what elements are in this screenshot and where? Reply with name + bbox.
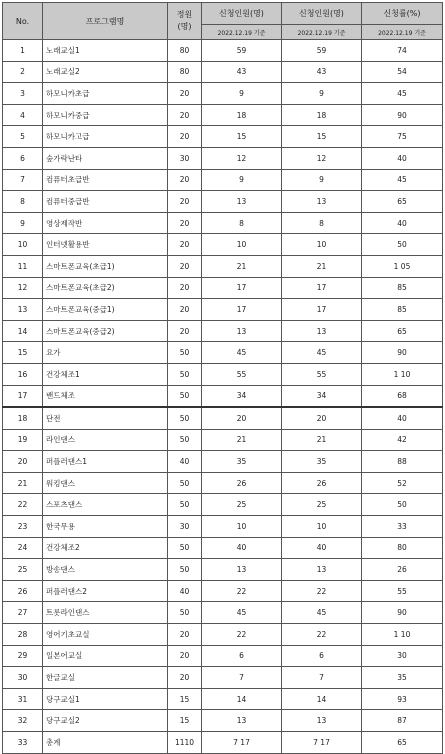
row-rate-cell: 87 [362, 710, 443, 732]
table-row [3, 451, 443, 473]
table-row [3, 342, 443, 364]
header-rate: 신청률(%) [362, 3, 443, 25]
row-no-cell: 17 [3, 385, 43, 407]
program-application-table [2, 2, 443, 754]
row-program-cell: 스마트폰교육(중급2) [43, 320, 168, 342]
table-row [3, 537, 443, 559]
row-no-cell: 26 [3, 580, 43, 602]
row-rate-cell: 42 [362, 429, 443, 451]
row-capacity-cell: 30 [168, 516, 202, 538]
row-program-cell: 라인댄스 [43, 429, 168, 451]
row-program-cell: 단전 [43, 407, 168, 429]
row-capacity-cell: 50 [168, 494, 202, 516]
row-applicants-b-cell: 40 [282, 537, 362, 559]
row-applicants-a-cell: 35 [202, 451, 282, 473]
table-row [3, 320, 443, 342]
row-program-cell: 컴퓨터초급반 [43, 169, 168, 191]
row-applicants-a-cell: 22 [202, 624, 282, 646]
table-row [3, 191, 443, 213]
row-applicants-b-cell: 35 [282, 451, 362, 473]
row-no-cell: 6 [3, 147, 43, 169]
row-applicants-a-cell: 25 [202, 494, 282, 516]
row-applicants-b-cell: 22 [282, 624, 362, 646]
table-row [3, 472, 443, 494]
header-capacity: 정원 (명) [168, 3, 202, 40]
table-row [3, 299, 443, 321]
row-no-cell: 31 [3, 688, 43, 710]
table-row [3, 277, 443, 299]
row-rate-cell: 1 10 [362, 363, 443, 385]
table-row [3, 255, 443, 277]
row-program-cell: 하모니카중급 [43, 104, 168, 126]
row-rate-cell: 54 [362, 61, 443, 83]
row-no-cell: 18 [3, 407, 43, 429]
row-program-cell: 스마트폰교육(중급1) [43, 299, 168, 321]
row-no-cell: 9 [3, 212, 43, 234]
row-program-cell: 당구교실1 [43, 688, 168, 710]
row-applicants-b-cell: 13 [282, 320, 362, 342]
row-program-cell: 워킹댄스 [43, 472, 168, 494]
table-row [3, 363, 443, 385]
row-capacity-cell: 20 [168, 191, 202, 213]
row-capacity-cell: 15 [168, 688, 202, 710]
row-applicants-b-cell: 10 [282, 516, 362, 538]
row-applicants-a-cell: 21 [202, 255, 282, 277]
row-applicants-a-cell: 40 [202, 537, 282, 559]
row-program-cell: 요가 [43, 342, 168, 364]
row-rate-cell: 55 [362, 580, 443, 602]
row-applicants-a-cell: 13 [202, 710, 282, 732]
row-no-cell: 3 [3, 83, 43, 105]
row-applicants-b-cell: 59 [282, 40, 362, 62]
row-applicants-b-cell: 13 [282, 710, 362, 732]
row-rate-cell: 90 [362, 602, 443, 624]
row-capacity-cell: 20 [168, 126, 202, 148]
row-rate-cell: 35 [362, 667, 443, 689]
row-applicants-a-cell: 59 [202, 40, 282, 62]
header-applicants-a: 신청인원(명) [202, 3, 282, 25]
row-applicants-b-cell: 43 [282, 61, 362, 83]
row-applicants-b-cell: 22 [282, 580, 362, 602]
table-row [3, 83, 443, 105]
table-row [3, 667, 443, 689]
row-applicants-a-cell: 21 [202, 429, 282, 451]
table-row [3, 688, 443, 710]
row-rate-cell: 1 05 [362, 255, 443, 277]
header-no: No. [3, 3, 43, 40]
row-capacity-cell: 50 [168, 559, 202, 581]
table-row [3, 147, 443, 169]
row-applicants-b-cell: 25 [282, 494, 362, 516]
row-no-cell: 32 [3, 710, 43, 732]
row-no-cell: 7 [3, 169, 43, 191]
row-no-cell: 21 [3, 472, 43, 494]
row-capacity-cell: 40 [168, 451, 202, 473]
row-rate-cell: 85 [362, 299, 443, 321]
table-row [3, 645, 443, 667]
row-no-cell: 25 [3, 559, 43, 581]
table-row [3, 624, 443, 646]
row-applicants-a-cell: 15 [202, 126, 282, 148]
row-capacity-cell: 50 [168, 537, 202, 559]
row-rate-cell: 74 [362, 40, 443, 62]
row-capacity-cell: 50 [168, 385, 202, 407]
row-capacity-cell: 50 [168, 407, 202, 429]
row-rate-cell: 75 [362, 126, 443, 148]
row-capacity-cell: 50 [168, 429, 202, 451]
row-applicants-b-cell: 7 [282, 667, 362, 689]
row-no-cell: 28 [3, 624, 43, 646]
row-capacity-cell: 20 [168, 169, 202, 191]
table-row [3, 61, 443, 83]
row-capacity-cell: 20 [168, 277, 202, 299]
row-rate-cell: 30 [362, 645, 443, 667]
row-program-cell: 퍼플러댄스1 [43, 451, 168, 473]
row-rate-cell: 52 [362, 472, 443, 494]
row-program-cell: 스마트폰교육(초급2) [43, 277, 168, 299]
row-applicants-b-cell: 10 [282, 234, 362, 256]
row-program-cell: 영상제작반 [43, 212, 168, 234]
row-capacity-cell: 20 [168, 624, 202, 646]
row-no-cell: 13 [3, 299, 43, 321]
table-row [3, 234, 443, 256]
header-sub-b: 2022.12.19 기준 [282, 25, 362, 40]
row-applicants-a-cell: 13 [202, 191, 282, 213]
row-no-cell: 11 [3, 255, 43, 277]
row-applicants-b-cell: 21 [282, 429, 362, 451]
row-applicants-b-cell: 55 [282, 363, 362, 385]
row-rate-cell: 40 [362, 212, 443, 234]
row-rate-cell: 50 [362, 494, 443, 516]
row-applicants-b-cell: 7 17 [282, 732, 362, 754]
row-applicants-b-cell: 20 [282, 407, 362, 429]
row-applicants-b-cell: 9 [282, 83, 362, 105]
row-program-cell: 영어기초교실 [43, 624, 168, 646]
row-program-cell: 밴드체조 [43, 385, 168, 407]
header-sub-a: 2022.12.19 기준 [202, 25, 282, 40]
row-capacity-cell: 20 [168, 299, 202, 321]
table-row [3, 559, 443, 581]
row-rate-cell: 45 [362, 169, 443, 191]
table-row [3, 732, 443, 754]
row-capacity-cell: 20 [168, 667, 202, 689]
row-applicants-a-cell: 45 [202, 602, 282, 624]
row-rate-cell: 80 [362, 537, 443, 559]
row-applicants-a-cell: 6 [202, 645, 282, 667]
row-applicants-b-cell: 13 [282, 191, 362, 213]
row-no-cell: 2 [3, 61, 43, 83]
row-applicants-b-cell: 15 [282, 126, 362, 148]
row-program-cell: 한글교실 [43, 667, 168, 689]
row-no-cell: 22 [3, 494, 43, 516]
table-row [3, 104, 443, 126]
row-capacity-cell: 20 [168, 83, 202, 105]
row-no-cell: 15 [3, 342, 43, 364]
table-row [3, 212, 443, 234]
row-no-cell: 1 [3, 40, 43, 62]
row-no-cell: 16 [3, 363, 43, 385]
row-applicants-b-cell: 26 [282, 472, 362, 494]
row-applicants-b-cell: 17 [282, 277, 362, 299]
row-rate-cell: 88 [362, 451, 443, 473]
row-applicants-a-cell: 55 [202, 363, 282, 385]
row-program-cell: 스마트폰교육(초급1) [43, 255, 168, 277]
table-row [3, 429, 443, 451]
row-capacity-cell: 20 [168, 255, 202, 277]
row-no-cell: 12 [3, 277, 43, 299]
row-applicants-a-cell: 7 [202, 667, 282, 689]
row-program-cell: 방송댄스 [43, 559, 168, 581]
row-applicants-a-cell: 45 [202, 342, 282, 364]
row-applicants-a-cell: 8 [202, 212, 282, 234]
row-rate-cell: 45 [362, 83, 443, 105]
row-rate-cell: 26 [362, 559, 443, 581]
row-capacity-cell: 80 [168, 40, 202, 62]
row-applicants-b-cell: 9 [282, 169, 362, 191]
header-applicants-b: 신청인원(명) [282, 3, 362, 25]
row-applicants-b-cell: 14 [282, 688, 362, 710]
row-program-cell: 한국무용 [43, 516, 168, 538]
row-program-cell: 당구교실2 [43, 710, 168, 732]
header-program: 프로그램명 [43, 3, 168, 40]
table-body [3, 40, 443, 754]
row-capacity-cell: 20 [168, 104, 202, 126]
row-rate-cell: 65 [362, 191, 443, 213]
row-applicants-a-cell: 20 [202, 407, 282, 429]
row-program-cell: 건강체조1 [43, 363, 168, 385]
row-capacity-cell: 50 [168, 342, 202, 364]
row-applicants-b-cell: 45 [282, 602, 362, 624]
row-applicants-b-cell: 18 [282, 104, 362, 126]
row-no-cell: 8 [3, 191, 43, 213]
row-rate-cell: 40 [362, 147, 443, 169]
row-applicants-a-cell: 14 [202, 688, 282, 710]
row-no-cell: 23 [3, 516, 43, 538]
row-no-cell: 14 [3, 320, 43, 342]
row-program-cell: 노래교실1 [43, 40, 168, 62]
row-program-cell: 일본어교실 [43, 645, 168, 667]
row-applicants-a-cell: 18 [202, 104, 282, 126]
row-program-cell: 총계 [43, 732, 168, 754]
row-applicants-a-cell: 43 [202, 61, 282, 83]
table-row [3, 385, 443, 407]
row-applicants-a-cell: 22 [202, 580, 282, 602]
row-capacity-cell: 1110 [168, 732, 202, 754]
row-applicants-b-cell: 17 [282, 299, 362, 321]
table-row [3, 516, 443, 538]
row-applicants-b-cell: 8 [282, 212, 362, 234]
row-no-cell: 5 [3, 126, 43, 148]
row-capacity-cell: 20 [168, 234, 202, 256]
row-applicants-a-cell: 9 [202, 169, 282, 191]
row-no-cell: 27 [3, 602, 43, 624]
row-capacity-cell: 15 [168, 710, 202, 732]
row-applicants-b-cell: 12 [282, 147, 362, 169]
row-applicants-a-cell: 10 [202, 516, 282, 538]
row-no-cell: 19 [3, 429, 43, 451]
row-applicants-a-cell: 26 [202, 472, 282, 494]
row-program-cell: 숲가락난타 [43, 147, 168, 169]
row-applicants-a-cell: 10 [202, 234, 282, 256]
row-applicants-b-cell: 21 [282, 255, 362, 277]
row-rate-cell: 85 [362, 277, 443, 299]
row-applicants-a-cell: 34 [202, 385, 282, 407]
row-rate-cell: 40 [362, 407, 443, 429]
row-capacity-cell: 50 [168, 602, 202, 624]
row-applicants-b-cell: 13 [282, 559, 362, 581]
table-row [3, 602, 443, 624]
row-program-cell: 컴퓨터중급반 [43, 191, 168, 213]
row-applicants-a-cell: 17 [202, 299, 282, 321]
row-no-cell: 10 [3, 234, 43, 256]
row-rate-cell: 68 [362, 385, 443, 407]
row-rate-cell: 33 [362, 516, 443, 538]
row-applicants-a-cell: 17 [202, 277, 282, 299]
row-applicants-a-cell: 12 [202, 147, 282, 169]
table-row [3, 407, 443, 429]
table-row [3, 494, 443, 516]
row-capacity-cell: 20 [168, 212, 202, 234]
table-row [3, 580, 443, 602]
row-no-cell: 20 [3, 451, 43, 473]
row-program-cell: 건강체조2 [43, 537, 168, 559]
row-program-cell: 하모니카고급 [43, 126, 168, 148]
header-sub-c: 2022.12.19 기준 [362, 25, 443, 40]
row-capacity-cell: 50 [168, 363, 202, 385]
table-row [3, 40, 443, 62]
row-rate-cell: 65 [362, 320, 443, 342]
row-capacity-cell: 20 [168, 320, 202, 342]
row-rate-cell: 90 [362, 104, 443, 126]
row-applicants-a-cell: 9 [202, 83, 282, 105]
table-row [3, 710, 443, 732]
row-capacity-cell: 40 [168, 580, 202, 602]
row-applicants-a-cell: 13 [202, 320, 282, 342]
row-applicants-b-cell: 6 [282, 645, 362, 667]
row-applicants-a-cell: 13 [202, 559, 282, 581]
row-applicants-b-cell: 34 [282, 385, 362, 407]
row-rate-cell: 50 [362, 234, 443, 256]
row-no-cell: 4 [3, 104, 43, 126]
row-applicants-b-cell: 45 [282, 342, 362, 364]
row-program-cell: 노래교실2 [43, 61, 168, 83]
row-applicants-a-cell: 7 17 [202, 732, 282, 754]
table-row [3, 126, 443, 148]
row-capacity-cell: 20 [168, 645, 202, 667]
row-rate-cell: 65 [362, 732, 443, 754]
row-rate-cell: 90 [362, 342, 443, 364]
row-no-cell: 29 [3, 645, 43, 667]
row-capacity-cell: 80 [168, 61, 202, 83]
row-rate-cell: 93 [362, 688, 443, 710]
row-program-cell: 트롯라인댄스 [43, 602, 168, 624]
row-no-cell: 24 [3, 537, 43, 559]
row-program-cell: 인터넷활용반 [43, 234, 168, 256]
row-no-cell: 33 [3, 732, 43, 754]
table-row [3, 169, 443, 191]
row-program-cell: 퍼플러댄스2 [43, 580, 168, 602]
row-no-cell: 30 [3, 667, 43, 689]
row-capacity-cell: 50 [168, 472, 202, 494]
row-rate-cell: 1 10 [362, 624, 443, 646]
row-program-cell: 스포츠댄스 [43, 494, 168, 516]
row-program-cell: 하모니카초급 [43, 83, 168, 105]
row-capacity-cell: 30 [168, 147, 202, 169]
